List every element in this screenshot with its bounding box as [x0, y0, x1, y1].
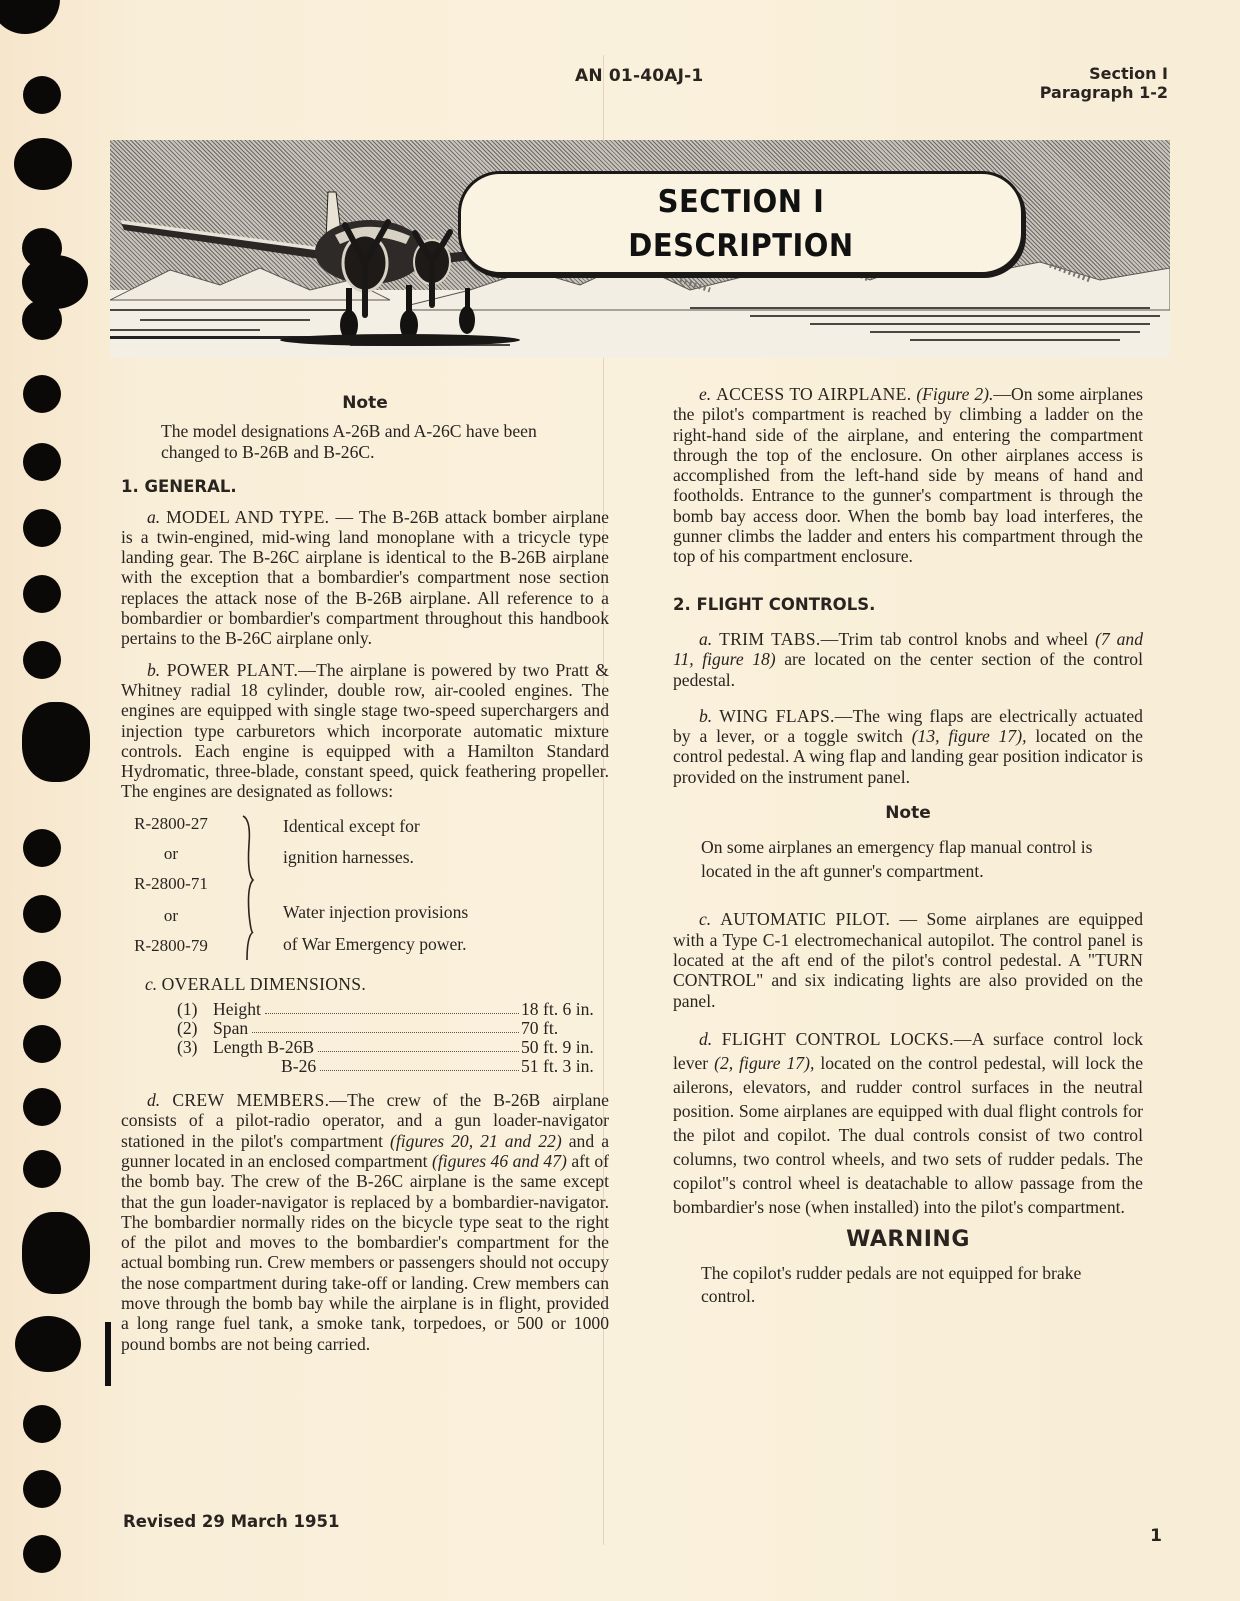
dimension-label: Length B-26B — [213, 1037, 315, 1058]
binding-hole — [23, 961, 61, 999]
paragraph-title: FLIGHT CONTROL LOCKS.— — [721, 1028, 972, 1049]
engine-or: or — [163, 843, 179, 863]
paragraph-body: A surface control lock lever — [673, 1028, 1143, 1073]
section-heading-flight-controls: 2. FLIGHT CONTROLS. — [673, 594, 876, 614]
paragraph-title: TRIM TABS.— — [719, 628, 839, 649]
paragraph-title: WING FLAPS.— — [719, 705, 853, 726]
binding-hole — [22, 300, 62, 340]
dimension-label: Height — [213, 999, 261, 1020]
binding-hole — [23, 641, 61, 679]
paragraph-letter: a. — [147, 506, 161, 527]
paragraph-title: CREW MEMBERS.— — [172, 1090, 348, 1111]
paragraph-letter: a. — [699, 628, 713, 649]
dimension-label: Span — [213, 1018, 249, 1039]
section-title-box — [458, 171, 1024, 275]
dimension-value: 50 ft. 9 in. — [521, 1037, 594, 1058]
dimension-value: 18 ft. 6 in. — [521, 999, 594, 1020]
dimension-number: (2) — [177, 1018, 198, 1039]
binding-hole — [23, 1405, 61, 1443]
figure-reference: (Figure 2). — [916, 384, 994, 404]
paragraph-letter: c. — [145, 973, 158, 994]
figure-reference: (13, figure 17), — [911, 726, 1027, 747]
binding-hole — [23, 1025, 61, 1063]
note-heading: Note — [342, 393, 388, 413]
warning-heading: WARNING — [846, 1226, 970, 1252]
engine-description: Water injection provisions — [283, 901, 469, 922]
dimension-number — [177, 1057, 213, 1076]
paragraph-body: Some airplanes are equipped with a Type C-1 electromechanical autopilot. The control panel is located at the aft end of the pilot's control pedestal. A "TURN CONTROL" and six indicating lights are also provided on the panel. — [673, 909, 1144, 1011]
engine-or: or — [163, 905, 179, 925]
binding-hole — [23, 509, 61, 547]
paragraph-wing-flaps — [673, 706, 1143, 787]
binding-hole — [14, 138, 72, 190]
paragraph-label: Paragraph 1-2 — [1039, 83, 1168, 102]
paragraph-crew-members — [121, 1090, 609, 1354]
section-reference — [1040, 64, 1168, 102]
dimension-number: (3) — [177, 1037, 198, 1058]
paragraph-access — [673, 384, 1143, 567]
section-subtitle: DESCRIPTION — [628, 226, 854, 264]
paragraph-body: The B-26B attack bomber airplane is a twin-engined, mid-wing land monoplane with a tricycle type landing gear. The B-26C airplane is identical to the B-26B airplane with the exception that a bombardier's compartment nose section replaces the attack nose of the B-26B airplane. All reference to a bombardier or bombardier's compartment throughout this handbook pertains to the B-26C airplane only. — [121, 506, 609, 649]
dimension-row — [177, 1019, 609, 1038]
paragraph-body: and a gunner located in an enclosed compartment — [121, 1130, 609, 1171]
section-banner — [110, 140, 1170, 358]
binding-hole — [22, 702, 90, 782]
binding-hole — [23, 443, 61, 481]
dimensions-heading — [145, 974, 609, 994]
binding-hole — [23, 375, 61, 413]
paragraph-body: The wing flaps are electrically actuated by a lever, or a toggle switch — [673, 705, 1143, 747]
paragraph-title: POWER PLANT.— — [166, 659, 317, 680]
paragraph-letter: d. — [699, 1028, 713, 1049]
binding-hole — [22, 255, 88, 309]
warning-body: The copilot's rudder pedals are not equipped for brake control. — [701, 1263, 1082, 1307]
binding-hole — [22, 1212, 90, 1294]
dimension-row — [177, 1038, 609, 1057]
right-column — [673, 384, 1143, 1308]
left-column — [121, 393, 609, 1365]
engine-description: Identical except for — [283, 815, 420, 836]
dimension-value: 70 ft. — [521, 1018, 559, 1039]
paragraph-body: The crew of the B-26B airplane consists of a pilot-radio operator, and a gun loader-navigator stationed in the pilot's compartment — [121, 1090, 609, 1151]
binding-hole — [23, 1535, 61, 1573]
figure-reference: (figures 20, 21 and 22) — [390, 1130, 562, 1151]
paragraph-letter: d. — [147, 1090, 161, 1111]
engine-code: R-2800-71 — [134, 873, 208, 893]
engine-description: ignition harnesses. — [283, 846, 414, 867]
engine-description: of War Emergency power. — [283, 933, 467, 954]
binding-hole — [23, 76, 61, 114]
paragraph-automatic-pilot — [673, 909, 1143, 1010]
paragraph-letter: c. — [699, 909, 712, 930]
binding-hole — [23, 1150, 61, 1188]
paragraph-title: OVERALL DIMENSIONS. — [161, 973, 367, 994]
paragraph-title: AUTOMATIC PILOT. — — [720, 909, 918, 930]
leader-dots — [318, 1038, 519, 1052]
binding-hole — [23, 1088, 61, 1126]
binding-hole — [23, 829, 61, 867]
paragraph-flight-control-locks — [673, 1027, 1143, 1219]
section-heading-general: 1. GENERAL. — [121, 477, 237, 497]
paragraph-body: located on the control pedestal. A wing flap and landing gear position indicator is provided on the instrument panel. — [673, 726, 1143, 787]
dimension-row — [177, 1057, 609, 1076]
revision-date: Revised 29 March 1951 — [123, 1512, 340, 1531]
binding-hole — [23, 895, 61, 933]
paragraph-power-plant — [121, 660, 609, 802]
document-number: AN 01-40AJ-1 — [575, 66, 704, 86]
dimension-label: B-26 — [281, 1056, 317, 1077]
binding-hole — [23, 1470, 61, 1508]
dimension-value: 51 ft. 3 in. — [521, 1056, 594, 1077]
engine-code: R-2800-27 — [134, 813, 208, 833]
brace-icon — [239, 814, 259, 962]
page-number: 1 — [1150, 1526, 1162, 1546]
paragraph-letter: e. — [699, 384, 712, 404]
paragraph-body: located on the control pedestal, will lock the ailerons, elevators, and rudder control surfaces in the neutral position. Some airplanes are equipped with dual flight controls for the pilot and copilot. The dual controls consist of two control columns, two control wheels, and two sets of rudder pedals. The copilot"s control wheel is deatachable to allow passage from the bombardier's nose (when installed) into the pilot's compartment. — [673, 1052, 1144, 1217]
paragraph-body: —On some airplanes the pilot's compartment is reached by climbing a ladder on the right-hand side of the airplane, and entering the compartment through the top of the enclosure. On other airplanes access is accomplished from the left-hand side by means of hand and footholds. Entrance to the gunner's compartment is through the bomb bay access door. When the bomb bay load interferes, the gunner climbs the ladder and enters his compartment through the top of his compartment enclosure. — [673, 384, 1143, 567]
paragraph-title: ACCESS TO AIRPLANE. — [716, 384, 912, 404]
leader-dots — [265, 1000, 519, 1014]
revision-change-bar — [105, 1322, 111, 1386]
binding-hole — [23, 575, 61, 613]
dimension-row — [177, 1000, 609, 1019]
paragraph-body: aft of the bomb bay. The crew of the B-26C airplane is the same except that the gun loader-navigator is replaced by a bombardier-navigator. The bombardier normally rides on the bicycle type seat to the right of the pilot and moves to the bombardier's compartment for the actual bombing run. Crew members or passengers should not occupy the nose compartment during take-off or landing. Crew members can move through the bomb bay while the airplane is in flight, provided a long range fuel tank, a smoke tank, torpedoes, or 500 or 1000 pound bombs are not being carried. — [121, 1150, 609, 1354]
note-body: The model designations A-26B and A-26C have been changed to B-26B and B-26C. — [161, 421, 537, 463]
overall-dimensions — [121, 974, 609, 1076]
paragraph-body: The airplane is powered by two Pratt & Whitney radial 18 cylinder, double row, air-cooled engines. The engines are equipped with single stage two-speed superchargers and injection type carburetors which incorporate automatic mixture controls. Each engine is equipped with a Hamilton Standard Hydromatic, three-blade, constant speed, quick feathering propeller. The engines are designated as follows: — [121, 659, 609, 802]
paragraph-model-type — [121, 507, 609, 649]
leader-dots — [252, 1019, 519, 1033]
paragraph-body: are located on the center section of the control pedestal. — [673, 649, 1143, 690]
paragraph-letter: b. — [147, 659, 161, 680]
engine-code: R-2800-79 — [134, 935, 208, 955]
paragraph-trim-tabs — [673, 629, 1143, 690]
section-title: SECTION I — [657, 182, 825, 220]
figure-reference: (2, figure 17), — [714, 1052, 815, 1073]
note-body: On some airplanes an emergency flap manual control is located in the aft gunner's compartment. — [701, 837, 1093, 882]
section-label: Section I — [1089, 64, 1168, 83]
figure-reference: (figures 46 and 47) — [432, 1150, 567, 1171]
engine-designations — [121, 814, 609, 964]
leader-dots — [320, 1057, 519, 1071]
figure-reference: (7 and 11, figure 18) — [673, 628, 1143, 670]
paragraph-title: MODEL AND TYPE. — — [166, 506, 354, 527]
dimension-number: (1) — [177, 999, 198, 1020]
binding-hole — [15, 1316, 81, 1372]
paragraph-letter: b. — [699, 705, 713, 726]
note-heading: Note — [885, 803, 931, 824]
paragraph-body: Trim tab control knobs and wheel — [838, 628, 1096, 649]
